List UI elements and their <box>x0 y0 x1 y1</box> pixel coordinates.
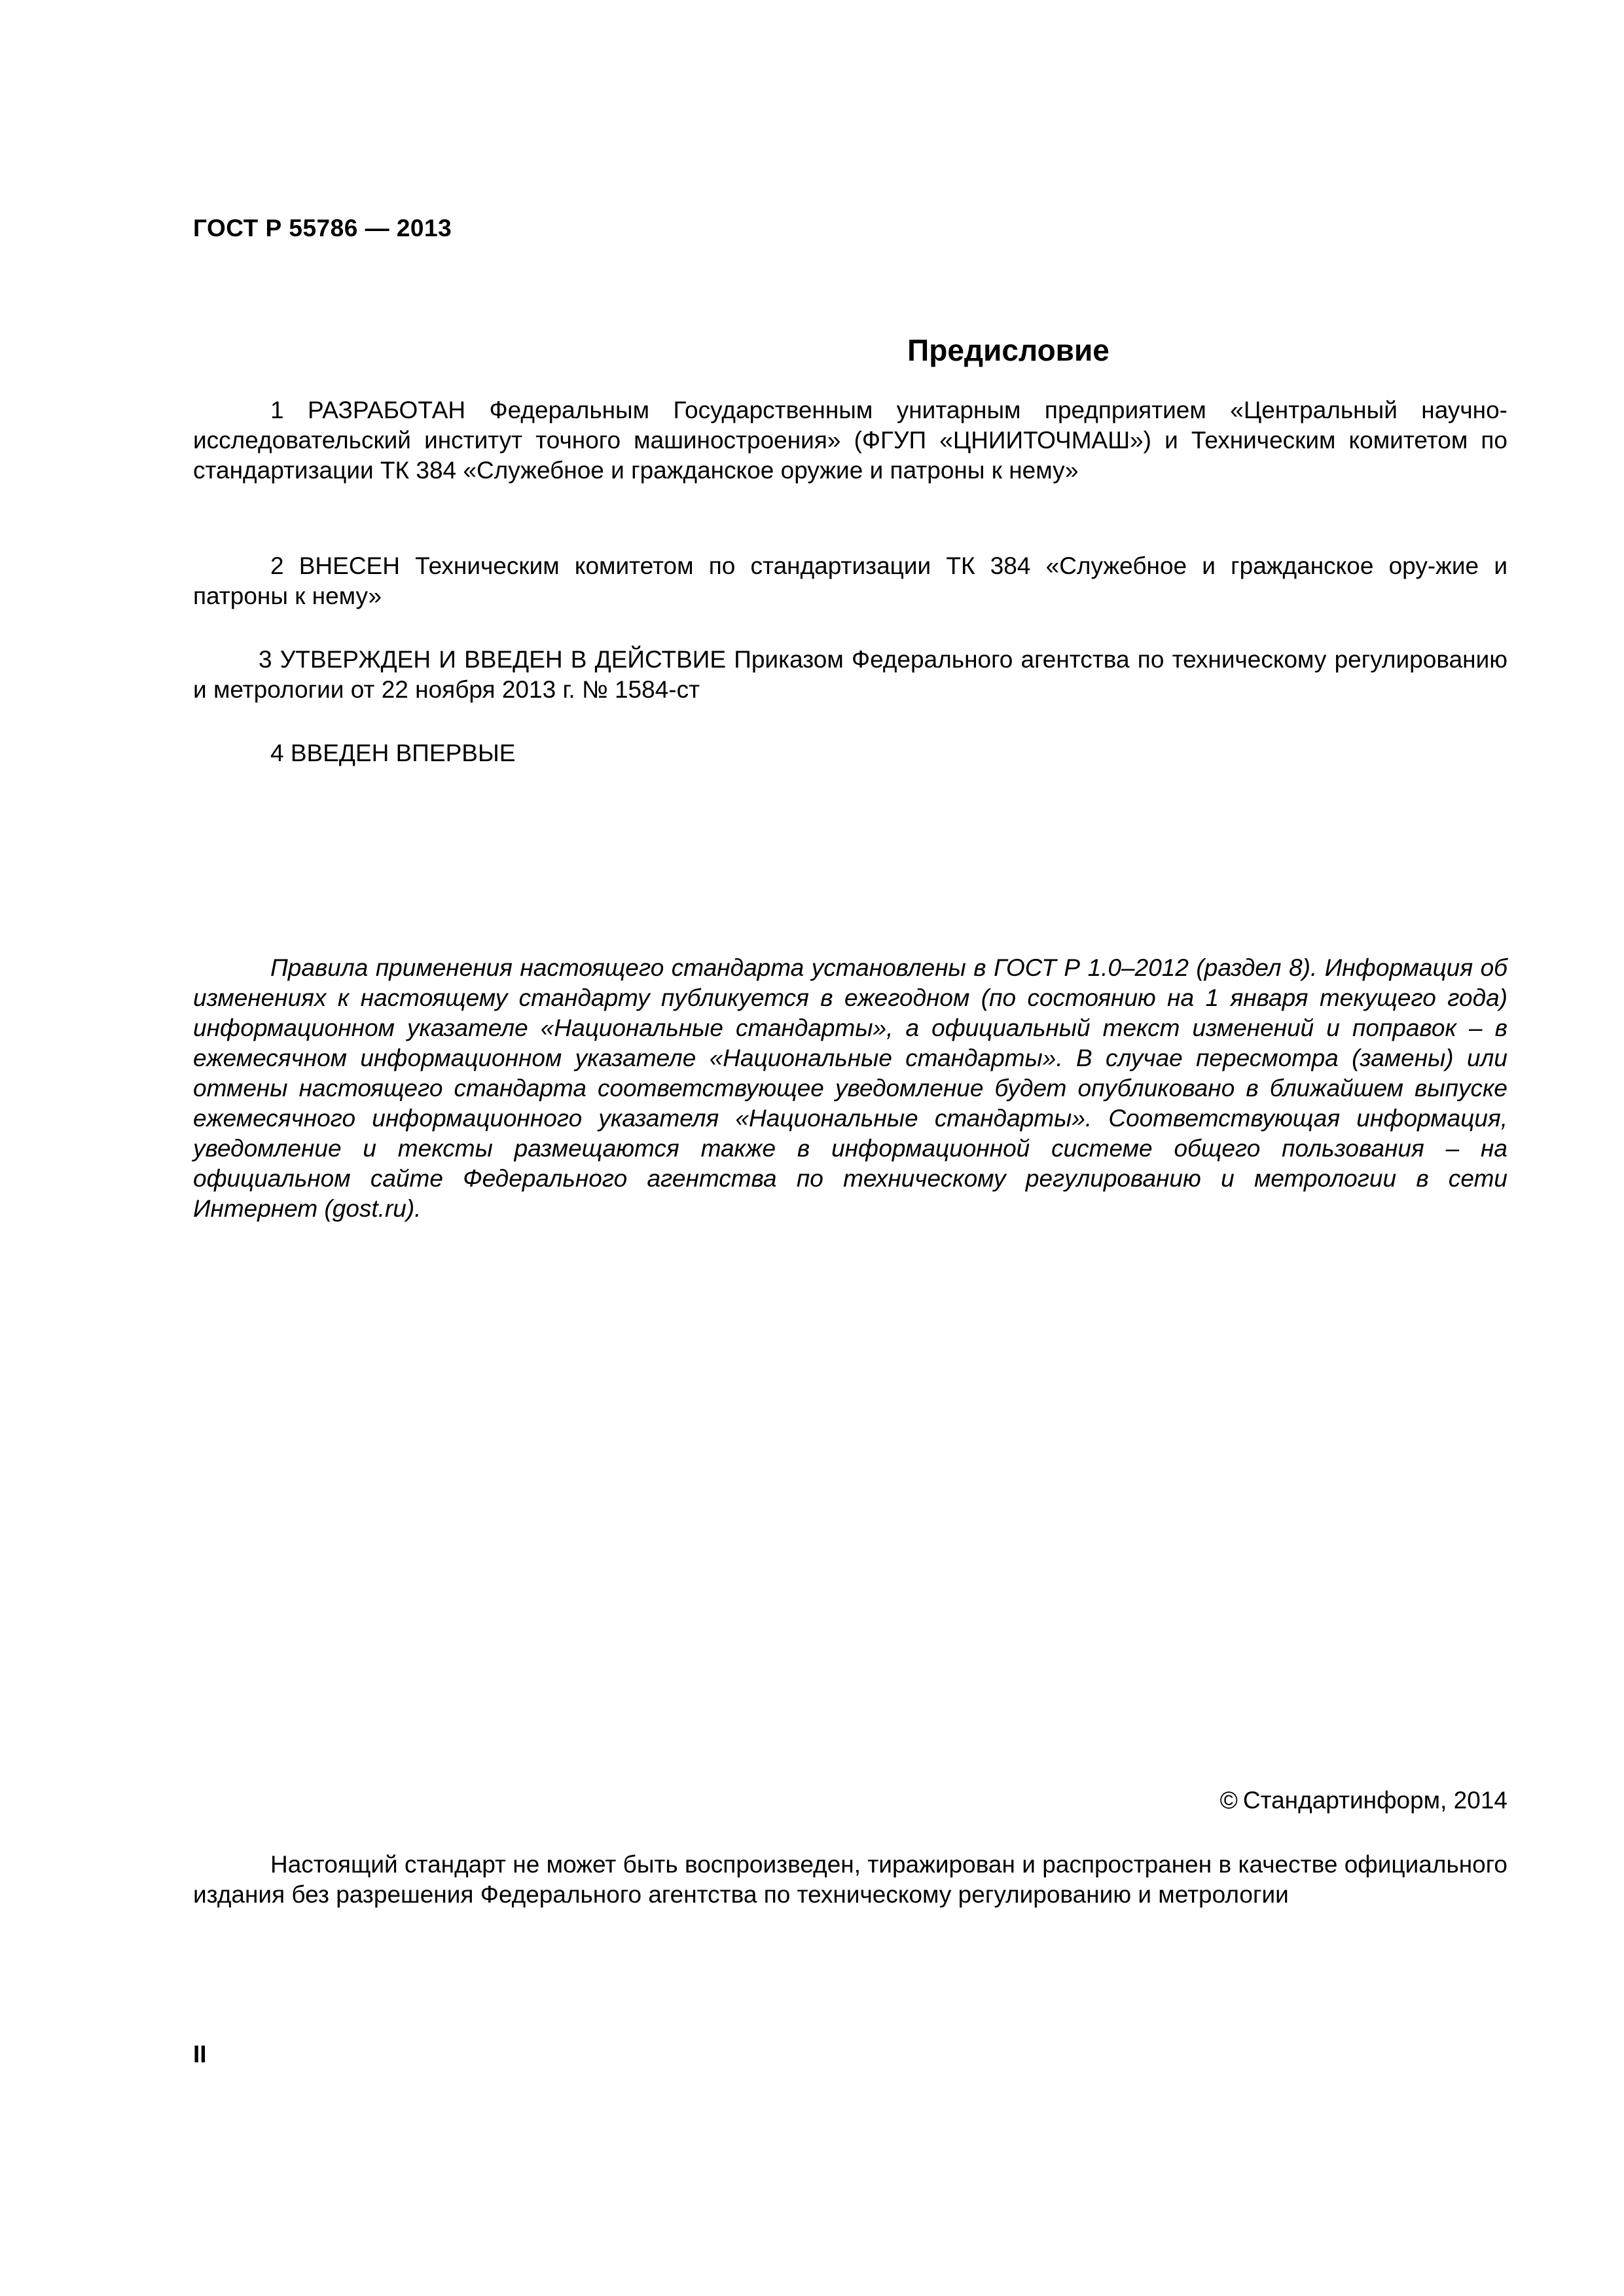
page-number: II <box>193 2041 207 2068</box>
preface-paragraph-3: 3 УТВЕРЖДЕН И ВВЕДЕН В ДЕЙСТВИЕ Приказом Федерального агентства по техническому регулированию и метрологии от 22 ноября 2013 г. № 1584-ст <box>193 646 1507 703</box>
copyright-text: Стандартинформ, 2014 <box>1242 1787 1507 1814</box>
preface-paragraph-1: 1 РАЗРАБОТАН Федеральным Государственным унитарным предприятием «Центральный научно-исследовательский институт точного машиностроения» (ФГУП «ЦНИИТОЧМАШ») и Техническим комитетом по стандартизации ТК 384 «Служебное и гражданское оружие и патроны к нему» <box>193 397 1507 484</box>
reprint-notice: Настоящий стандарт не может быть воспроизведен, тиражирован и распространен в качестве официального издания без разрешения Федерального агентства по техническому регулированию и метрологии <box>193 1851 1507 1908</box>
application-rules-notice: Правила применения настоящего стандарта установлены в ГОСТ Р 1.0–2012 (раздел 8). Информация об изменениях к настоящему стандарту публикуется в ежегодном (по состоянию на 1 января текущего года) информационном указателе «Национальные стандарты», а официальный текст изменений и поправок – в ежемесячном информационном указателе «Национальные стандарты». В случае пересмотра (замены) или отмены настоящего стандарта соответствующее уведомление будет опубликовано в ближайшем выпуске ежемесячного информационного указателя «Национальные стандарты». Соответствующая информация, уведомление и тексты размещаются также в информационной системе общего пользования – на официальном сайте Федерального агентства по техническому регулированию и метрологии в сети Интернет (gost.ru). <box>193 954 1507 1222</box>
page-title <box>0 332 1624 368</box>
preface-paragraph-2: 2 ВНЕСЕН Техническим комитетом по стандартизации ТК 384 «Служебное и гражданское ору-жие и патроны к нему» <box>193 552 1507 609</box>
document-header: ГОСТ Р 55786 — 2013 <box>193 215 452 242</box>
copyright-icon: © <box>1219 1787 1238 1814</box>
page-title-text: Предисловие <box>907 333 1110 367</box>
preface-paragraph-4: 4 ВВЕДЕН ВПЕРВЫЕ <box>270 740 516 766</box>
copyright-line <box>1220 1787 1507 1814</box>
